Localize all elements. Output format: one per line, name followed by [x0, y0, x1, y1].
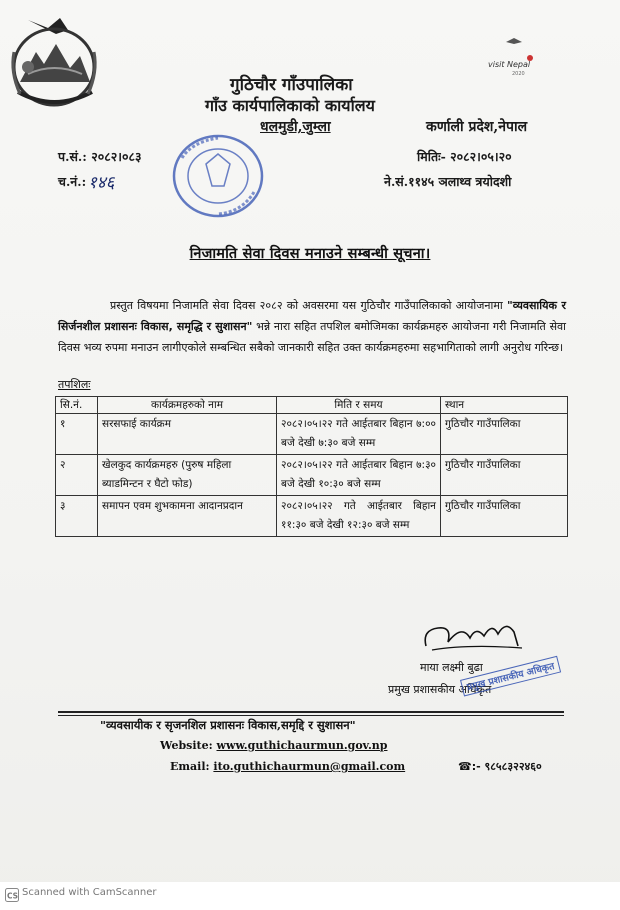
- row-place: गुठिचौर गाउँपालिका: [441, 496, 568, 537]
- row-program: समापन एवम शुभकामना आदानप्रदान: [98, 496, 277, 537]
- office-address: धलमुडी,जुम्ला: [260, 119, 331, 135]
- stamp-text: प्रमुख प्रशासकीय अधिकृत: [460, 656, 561, 697]
- visit-nepal-text: visit Nepal: [488, 60, 531, 69]
- program-table: [55, 396, 568, 537]
- footer-slogan: "व्यवसायीक र सृजनशिल प्रशासनः विकास,समृद्दि र सुशासन": [100, 718, 356, 732]
- website-label: Website:: [160, 739, 217, 752]
- row-program: सरसफाई कार्यक्रम: [98, 414, 277, 455]
- body-slogan: "व्यवसायिक र सिर्जनशील प्रशासनः विकास, समृद्धि र सुशासन": [58, 299, 566, 333]
- designation-stamp: [452, 660, 572, 712]
- chalani-label: च.नं.:: [58, 174, 87, 189]
- chalani-number-handwritten: १४६: [88, 173, 115, 193]
- website-link[interactable]: www.guthichaurmun.gov.np: [216, 739, 388, 752]
- body-part2: भन्ने नारा सहित तपशिल बमोजिमका कार्यक्रमहरु आयोजना गरी निजामति सेवा दिवस भव्य रुपमा मनाउन लागीएकोले सम्बन्धित सबैको जानकारी सहित उक्त कार्यक्रमहरुमा सहभागिताको लागी अनुरोध गरिन्छ।: [58, 320, 566, 354]
- municipality-name: गुठिचौर गाँउपालिका: [230, 75, 353, 95]
- nepal-sambat-date: ने.सं.११४५ ञलाथ्व त्रयोदशी: [384, 174, 512, 189]
- date: मितिः- २०८२।०५।२०: [417, 149, 512, 164]
- header-datetime: मिति र समय: [277, 397, 441, 414]
- svg-text:CS: CS: [7, 891, 19, 901]
- row-sn: ३: [56, 496, 98, 537]
- office-seal-stamp: [162, 128, 270, 224]
- nepal-emblem-logo: [8, 12, 100, 112]
- notice-body: [58, 295, 566, 358]
- header-place: स्थान: [441, 397, 568, 414]
- footer-website: [160, 739, 388, 752]
- phone-number: :- ९८५८३२२४६०: [471, 760, 542, 773]
- signatory-title: प्रमुख प्रशासकीय अधिकृत: [388, 683, 492, 696]
- footer-phone: [458, 759, 542, 774]
- email-label: Email:: [170, 760, 214, 773]
- notice-title-wrapper: [0, 243, 620, 263]
- email-link[interactable]: ito.guthichaurmun@gmail.com: [213, 760, 406, 773]
- row-datetime: २०८२।०५।२२ गते आईतबार बिहान ११:३० बजे देखी १२:३० बजे सम्म: [277, 496, 441, 537]
- visit-nepal-logo: [488, 36, 546, 86]
- visit-nepal-year: 2020: [512, 71, 525, 77]
- header-sn: सि.नं.: [56, 397, 98, 414]
- footer-divider-thin: [58, 715, 564, 716]
- tapsil-label: तपशिलः: [58, 378, 91, 391]
- footer-email: [170, 760, 405, 773]
- row-sn: २: [56, 455, 98, 496]
- header-program: कार्यक्रमहरुको नाम: [98, 397, 277, 414]
- row-place: गुठिचौर गाउँपालिका: [441, 455, 568, 496]
- body-part1: प्रस्तुत विषयमा निजामति सेवा दिवस २०८२ को अवसरमा यस गुठिचौर गाउँपालिकाको आयोजनामा: [110, 299, 503, 312]
- phone-icon: ☎: [458, 760, 472, 773]
- office-name: गाँउ कार्यपालिकाको कार्यालय: [205, 96, 375, 115]
- notice-title: निजामति सेवा दिवस मनाउने सम्बन्धी सूचना।: [189, 245, 431, 262]
- table-header-row: [56, 397, 568, 414]
- signatory-name: माया लक्ष्मी बुढा: [420, 661, 483, 674]
- row-sn: १: [56, 414, 98, 455]
- row-datetime: २०८२।०५।२२ गते आईतबार बिहान ७:३० बजे देखी १०:३० बजे सम्म: [277, 455, 441, 496]
- row-program: खेलकुद कार्यक्रमहरु (पुरुष महिला ब्याडमिन्टन र घैटो फोड): [98, 455, 277, 496]
- signature-handwritten: [418, 616, 528, 658]
- camscanner-icon: [5, 887, 19, 901]
- scanner-watermark-text: Scanned with CamScanner: [22, 887, 157, 898]
- footer-divider: [58, 711, 564, 713]
- row-datetime: २०८२।०५।२२ गते आईतबार बिहान ७:०० बजे देखी ७:३० बजे सम्म: [277, 414, 441, 455]
- table-row: [56, 496, 568, 537]
- patra-sankhya: प.सं.: २०८२।०८३: [58, 149, 142, 164]
- row-place: गुठिचौर गाउँपालिका: [441, 414, 568, 455]
- table-row: [56, 414, 568, 455]
- table-row: [56, 455, 568, 496]
- province-name: कर्णाली प्रदेश,नेपाल: [426, 119, 528, 135]
